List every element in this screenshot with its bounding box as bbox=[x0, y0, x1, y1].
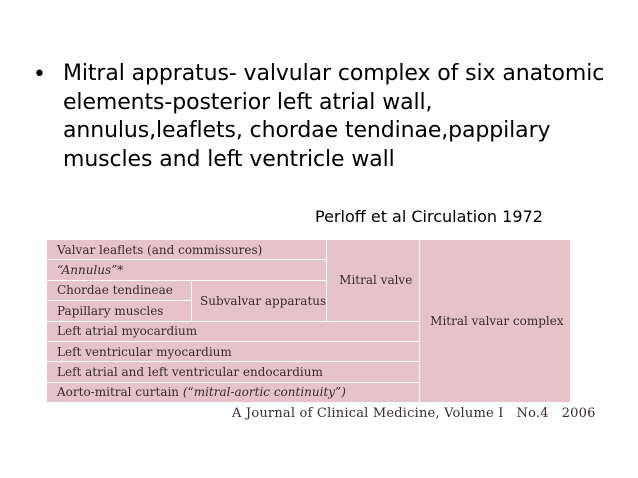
row-valvar-leaflets: Valvar leaflets (and commissures) bbox=[47, 240, 327, 260]
cell-mitral-valvar-complex: Mitral valvar complex bbox=[420, 240, 571, 403]
row-chordae-tendineae: Chordae tendineae bbox=[47, 280, 192, 300]
aorto-mitral-label: Aorto-mitral curtain bbox=[57, 385, 180, 400]
bullet-text: Mitral appratus- valvular complex of six anatomic elements-posterior left atrial wall, annulus,leaflets, chordae tendinae,pappilary muscles and left ventricle wall bbox=[63, 61, 605, 172]
table-grid bbox=[46, 239, 571, 403]
mitral-apparatus-table bbox=[46, 239, 571, 403]
row-aorto-mitral-curtain bbox=[47, 382, 420, 402]
row-papillary-muscles: Papillary muscles bbox=[47, 301, 192, 321]
row-annulus: “Annulus”* bbox=[47, 260, 327, 280]
row-endocardium: Left atrial and left ventricular endocardium bbox=[47, 362, 420, 382]
bullet-dot-icon: • bbox=[33, 62, 46, 87]
row-left-ventricular-myocardium: Left ventricular myocardium bbox=[47, 341, 420, 361]
aorto-mitral-note: (“mitral-aortic continuity”) bbox=[182, 385, 346, 400]
cell-mitral-valve: Mitral valve bbox=[327, 240, 420, 322]
citation: Perloff et al Circulation 1972 bbox=[315, 207, 543, 226]
journal-caption: A Journal of Clinical Medicine, Volume I No.4 2006 bbox=[232, 406, 596, 421]
cell-subvalvar-apparatus: Subvalvar apparatus bbox=[192, 280, 327, 321]
bullet-point bbox=[33, 60, 613, 174]
table-row bbox=[47, 240, 571, 260]
row-left-atrial-myocardium: Left atrial myocardium bbox=[47, 321, 420, 341]
